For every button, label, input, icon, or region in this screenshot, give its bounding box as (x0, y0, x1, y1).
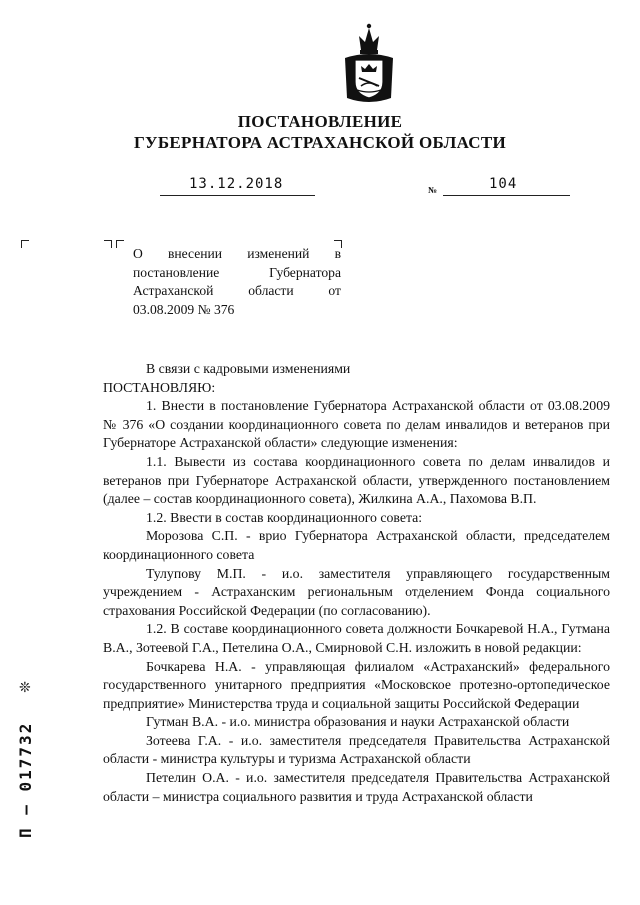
corner-mark-subject-2 (116, 240, 124, 248)
paragraph-1-2: 1.2. Ввести в состав координационного совета: (146, 509, 423, 525)
paragraph-1-2-b: 1.2. В составе координационного совета должности Бочкаревой Н.А., Гутмана В.А., Зотеевой Г.А., Петелина О.А., Смирновой С.Н. изложить в новой редакции: (103, 621, 610, 655)
document-number: 104 (489, 176, 518, 192)
paragraph-1-1: 1.1. Вывести из состава координационного совета по делам инвалидов и ветеранов при Губернаторе Астраханской области, утвержденного постановлением (далее – состав координационного совета), Жилкина А.А., Пахомова В.П. (103, 453, 610, 507)
date-underline (160, 195, 315, 196)
number-underline (443, 195, 570, 196)
corner-mark-subject-1 (104, 240, 112, 248)
document-body (103, 360, 610, 806)
paragraph-1: 1. Внести в постановление Губернатора Астраханской области от 03.08.2009 № 376 «О создании координационного совета по делам инвалидов и ветеранов при Губернаторе Астраханской области» следующие изменения: (103, 398, 610, 451)
preamble: В связи с кадровыми изменениями (146, 361, 351, 376)
member-petelin: Петелин О.А. - и.о. заместителя председателя Правительства Астраханской области – министра социального развития и труда Астраханской области (103, 770, 610, 804)
document-date: 13.12.2018 (189, 176, 284, 192)
member-tulupova: Тулупову М.П. - и.о. заместителя управляющего государственным учреждением - Астраханским региональным отделением Фонда социального страхования Российской Федерации (по согласованию). (103, 565, 610, 618)
document-title-line2: ГУБЕРНАТОРА АСТРАХАНСКОЙ ОБЛАСТИ (133, 133, 507, 152)
corner-mark-left (21, 240, 29, 248)
side-serial-number: П – 017732 (16, 721, 35, 838)
member-morozova: Морозова С.П. - врио Губернатора Астраханской области, председателем координационного совета (103, 528, 610, 562)
member-gutman: Гутман В.А. - и.о. министра образования и науки Астраханской области (146, 714, 570, 730)
document-title-line1: ПОСТАНОВЛЕНИЕ (237, 112, 403, 131)
decree-word: ПОСТАНОВЛЯЮ: (103, 379, 216, 395)
member-bochkareva: Бочкарева Н.А. - управляющая филиалом «Астраханский» федерального государственного унитарного предприятия «Московское протезно-ортопедическое предприятие» Министерства труда и социальной защиты Российской Федерации (103, 658, 610, 711)
document-subject: О внесении изменений в постановление Губернатора Астраханской области от 03.08.2009 № 376 (133, 246, 341, 317)
coat-of-arms-emblem (339, 20, 399, 108)
member-zoteeva: Зотеева Г.А. - и.о. заместителя председателя Правительства Астраханской области - министра культуры и туризма Астраханской области (103, 732, 610, 767)
number-label: № (428, 185, 438, 195)
side-asterisk-mark: ❊ (19, 681, 31, 696)
